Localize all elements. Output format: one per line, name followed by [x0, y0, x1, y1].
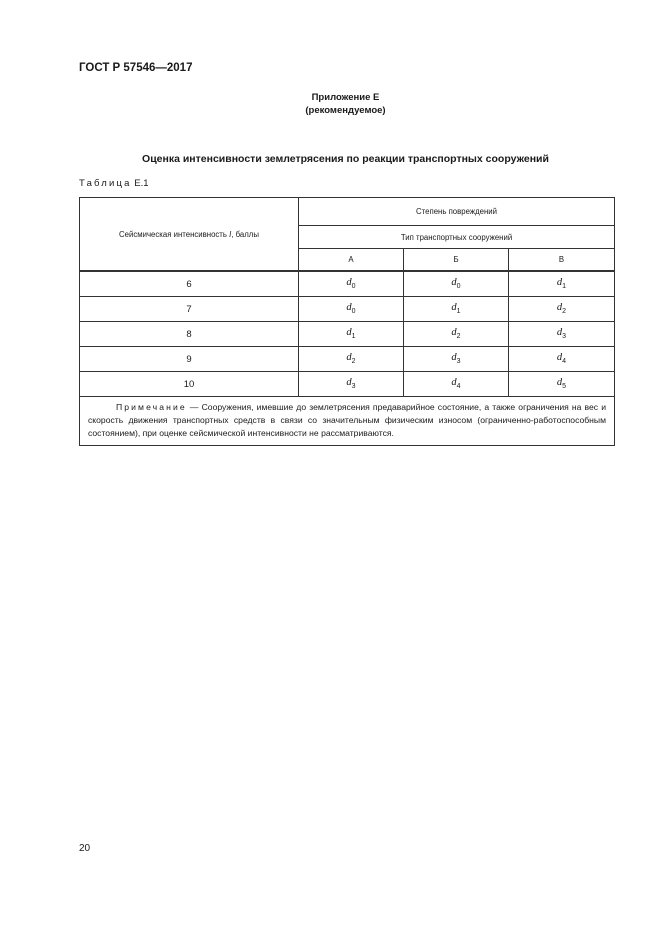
intensity-cell: 8	[80, 322, 299, 347]
table-note	[80, 397, 615, 446]
note-row	[80, 397, 615, 446]
intensity-cell: 10	[80, 372, 299, 397]
header-type-v: В	[509, 249, 615, 272]
appendix-title: Приложение Е	[311, 92, 380, 103]
header-intensity: Сейсмическая интенсивность I, баллы	[80, 198, 299, 272]
damage-cell: $d_2$	[404, 322, 509, 347]
damage-cell: $d_3$	[509, 322, 615, 347]
table-row	[80, 347, 615, 372]
table-row	[80, 322, 615, 347]
table-row	[80, 372, 615, 397]
intensity-cell: 7	[80, 297, 299, 322]
table-caption-number: Е.1	[134, 178, 149, 189]
damage-cell: $d_4$	[509, 347, 615, 372]
damage-cell: $d_0$	[299, 297, 404, 322]
table-row	[80, 271, 615, 297]
damage-cell: $d_2$	[509, 297, 615, 322]
damage-cell: $d_1$	[404, 297, 509, 322]
damage-cell: $d_4$	[404, 372, 509, 397]
damage-cell: $d_0$	[404, 271, 509, 297]
table-caption	[79, 178, 149, 189]
header-type-b: Б	[404, 249, 509, 272]
damage-cell: $d_3$	[299, 372, 404, 397]
document-code: ГОСТ Р 57546—2017	[79, 62, 193, 74]
note-label: Примечание	[116, 402, 187, 412]
header-damage-degree: Степень повреждений	[299, 198, 615, 226]
header-structure-type: Тип транспортных сооружений	[299, 226, 615, 249]
damage-cell: $d_2$	[299, 347, 404, 372]
table-row	[80, 297, 615, 322]
section-title: Оценка интенсивности землетрясения по реакции транспортных сооружений	[142, 153, 549, 165]
damage-cell: $d_3$	[404, 347, 509, 372]
intensity-cell: 6	[80, 271, 299, 297]
damage-cell: $d_5$	[509, 372, 615, 397]
appendix-heading	[0, 91, 661, 117]
damage-cell: $d_0$	[299, 271, 404, 297]
intensity-table	[79, 197, 615, 446]
table-caption-label: Таблица	[79, 178, 132, 189]
damage-cell: $d_1$	[509, 271, 615, 297]
intensity-cell: 9	[80, 347, 299, 372]
header-type-a: А	[299, 249, 404, 272]
damage-cell: $d_1$	[299, 322, 404, 347]
appendix-subtitle: (рекомендуемое)	[305, 105, 386, 116]
note-text: — Сооружения, имевшие до землетрясения предаварийное состояние, а также ограничения на вес и скорость движения транспортных средств в связи со значительным физическим износом (ограниченно-работоспособным состоянием), при оценке сейсмической интенсивности не рассматриваются.	[88, 402, 607, 438]
page-number: 20	[79, 843, 91, 854]
